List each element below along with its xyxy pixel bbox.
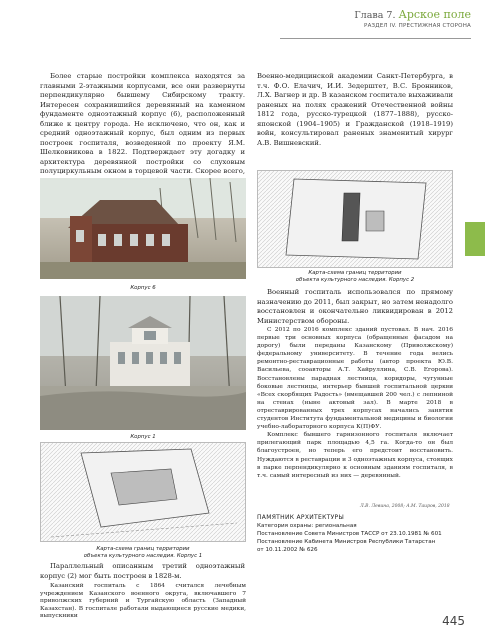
photo-building-6-caption: Корпус 6 [130,285,156,291]
monument-decree-1: Постановление Совета Министров ТАССР от 23.10.1981 № 601 [257,531,442,537]
monument-title: ПАМЯТНИК АРХИТЕКТУРЫ [257,514,345,521]
right-paragraph-3: С 2012 по 2016 комплекс зданий пустовал. В нач. 2016 первые три основных корпуса (обращенные фасадом на дорогу) были переданы Казанскому (Приволжскому) федеральному университету. В течение года велись ремонтно-реставрационные работы (автор проекта Ю.В. Васильева, сооавторы А.Т. Хайруллина, С.В. Егорова). Восстановлены парадная лестница, коридоры, чугунные боковые лестницы, интерьер бывшей госпитальной церкви «Всех скорбящих Радость» (вмещавшей 200 чел.) с лепниной на стенах (ныне актовый зал). В марте 2018 в отреставрированных трех корпусах начались занятия студентов Института фундаментальной медицины и биологии учебно-лабораторного корпуса К(П)ФУ. [257,327,453,431]
right-paragraph-1: Военно-медицинской академии Санкт-Петербурга, в т.ч. Ф.О. Елачич, И.И. Зедерштет, В.С. Бронников, Л.Х. Вагнер и др. В казанском госпитале выхаживали раненых на полях сражений Отечественной войны 1812 года, русско-турецкой (1877–1888), русско-японской (1904–1905) и Гражданской (1918–1919) войн, консультировал раненых знаменитый хирург А.В. Вишневский. [257,72,453,147]
author-signature: Л.В. Левина, 2008; А.М. Таиров, 2018 [360,504,450,509]
section-heading: РАЗДЕЛ IV. ПРЕСТИЖНАЯ СТОРОНА [364,23,471,29]
right-column-continued [257,288,453,326]
map-building-2-caption-line1: Карта-схема границ территории [308,270,402,276]
right-column-body [257,326,453,480]
chapter-tab-marker [465,222,485,256]
left-paragraph-3: Казанский госпиталь с 1864 считался лечебным учреждением Казанского военного округа, включавшего 7 приволжских губерний и Тургайскую область (Западный Казахстан). В госпитале работали выдающиеся русские медики, выпускники [40,583,246,620]
chapter-heading [354,8,471,21]
photo-building-1-image [40,296,246,430]
right-paragraph-4: Комплекс бывшего гарнизонного госпиталя включает прилегающий парк площадью 4,5 га. Когда-то он был благоустроен, но теперь его предстоит восстановить. Нуждаются в реставрации и 3 одноэтажных корпуса, стоящих в парке перпендикулярно к основным зданиям госпиталя, в т.ч. самый интересный из них — деревянный. [257,432,453,479]
left-column-tail [40,583,246,621]
header-divider [280,38,471,39]
map-building-2-caption-line2: объекта культурного наследия. Корпус 2 [295,277,415,283]
map-building-2-image [258,171,453,268]
monument-decree-2: Постановление Кабинета Министров Республики Татарстан [257,539,436,545]
map-building-2 [257,170,453,268]
map-building-1-caption-line1: Карта-схема границ территории [96,546,190,552]
map-building-2-caption [257,270,453,284]
running-header [354,8,471,29]
photo-building-1-caption: Корпус 1 [130,434,156,440]
monument-category: Категория охраны: региональная [257,523,357,529]
monument-info [257,514,457,554]
map-building-1-caption-line2: объекта культурного наследия. Корпус 1 [83,553,203,559]
right-paragraph-2: Военный госпиталь использовался по прямому назначению до 2011, был закрыт, но затем ненадолго восстановлен и окончательно ликвидирован в 2012 Министерством обороны. [257,288,453,325]
right-column [257,72,453,148]
left-column-bottom [40,562,245,581]
chapter-title: Арское поле [398,8,471,21]
monument-decree-2-date: от 10.11.2002 № 626 [257,547,318,553]
map-building-1-image [41,443,246,542]
left-paragraph-2: Параллельный описанным третий одноэтажный корпус (2) мог быть построен в 1828-м. [40,562,245,580]
left-paragraph-1: Более старые постройки комплекса находятся за главными 2-этажными корпусами, все они развернуты перпендикулярно бывшему Сибирскому тракту. Интересен сохранившийся деревянный на каменном фундаменте одноэтажный корпус (6), расположенный ближе к центру города. Не исключено, что он, как и средний одноэтажный корпус, был одним из первых построек госпиталя, возведенной по проекту Я.М. Шелковникова в 1822. Подтверждает эту догадку и архитектура деревянной постройки со слуховым полуциркульным окном в торцевой части. Скорее всего, [40,72,245,176]
photo-building-6 [40,178,246,279]
map-building-1 [40,442,246,542]
photo-building-6-image [40,178,246,279]
map-building-1-caption [40,546,246,560]
chapter-number: Глава 7. [354,10,396,21]
page-number: 445 [442,614,465,628]
photo-building-1 [40,296,246,430]
